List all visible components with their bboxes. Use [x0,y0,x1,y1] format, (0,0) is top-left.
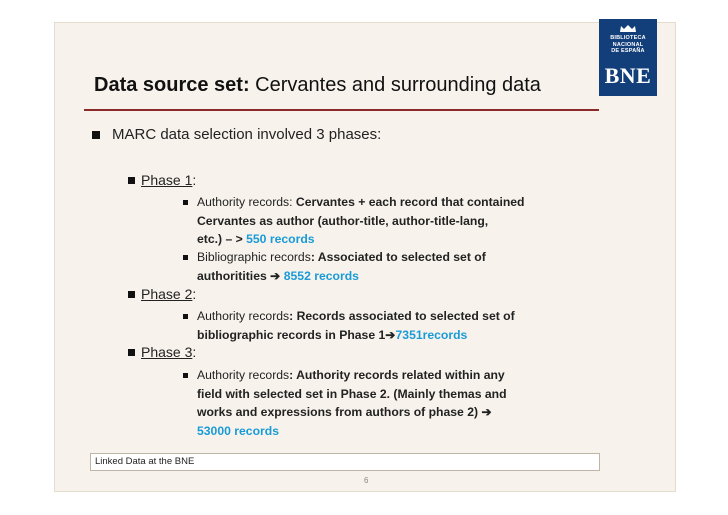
phase1-item2 [183,248,486,285]
phase2-item1-text2: bibliographic records in Phase 1 [197,327,386,342]
phase1-item1-line3 [197,230,525,249]
phase1-heading [128,172,196,188]
logo-mark: BNE [604,62,652,88]
phase1-item2-count: 8552 records [280,268,359,283]
phase2-heading [128,286,196,302]
arrow-right-icon: ➔ [481,405,492,419]
phase1-item1-count: 550 records [246,232,315,246]
intro-bullet [92,126,381,143]
phase3-item1 [183,366,507,440]
phase1-label: Phase 1 [141,172,193,188]
bne-logo [599,19,657,96]
page-title [94,74,541,97]
phase3-item1-line3 [197,403,507,422]
phase2-item1 [183,307,515,344]
bullet-square-icon [183,373,188,378]
bullet-square-icon [128,177,135,184]
phase3-item1-text3: works and expressions from authors of phase 2) [197,405,482,419]
bullet-square-icon [183,200,188,205]
page-number: 6 [364,476,369,485]
phase3-colon: : [192,344,197,360]
phase2-item1-text1: : Records associated to selected set of [289,309,515,323]
phase2-colon: : [192,286,197,302]
phase2-label: Phase 2 [141,286,193,302]
logo-line-1: BIBLIOTECA [610,35,646,41]
intro-text: MARC data selection involved 3 phases: [112,126,382,143]
bullet-square-icon [128,291,135,298]
arrow-right-icon: ➔ [385,327,396,342]
phase3-heading [128,344,196,360]
title-rule [84,109,599,111]
phase3-item1-line1 [197,366,507,385]
title-bold: Data source set: [94,74,250,96]
phase3-item1-prefix: Authority records [197,368,290,382]
bullet-square-icon [128,349,135,356]
bullet-square-icon [92,131,100,139]
phase1-item2-text2: authoritities [197,268,271,283]
crown-icon [619,24,637,33]
logo-line-3: DE ESPAÑA [611,48,645,54]
phase3-label: Phase 3 [141,344,193,360]
phase1-item1-prefix: Authority records: [197,195,296,209]
bullet-square-icon [183,314,188,319]
phase3-item1-line2: field with selected set in Phase 2. (Mainly themas and [197,386,507,401]
phase2-item1-line1 [197,307,515,326]
phase2-item1-prefix: Authority records [197,309,290,323]
phase1-item1-line2: Cervantes as author (author-title, author-title-lang, [197,213,489,228]
phase1-item1-text3: etc.) – > [197,232,247,246]
footer-bar [90,453,600,471]
logo-line-2: NACIONAL [612,41,644,48]
phase1-item1-line1 [197,193,525,212]
phase3-item1-text1: : Authority records related within any [289,368,505,382]
phase2-item1-count: 7351records [395,327,468,342]
phase1-item2-line2 [197,267,486,286]
bullet-square-icon [183,255,188,260]
phase1-item1 [183,193,525,249]
footer-text: Linked Data at the BNE [95,456,195,467]
phase1-item2-text1: : Associated to selected set of [310,250,486,264]
phase1-colon: : [192,172,197,188]
arrow-right-icon: ➔ [270,268,281,283]
phase3-item1-count: 53000 records [197,423,279,438]
phase2-item1-line2 [197,326,515,345]
phase1-item2-prefix: Bibliographic records [197,250,311,264]
phase1-item1-text1: Cervantes + each record that contained [295,195,525,209]
phase1-item2-line1 [197,248,486,267]
title-rest: Cervantes and surrounding data [249,74,541,96]
